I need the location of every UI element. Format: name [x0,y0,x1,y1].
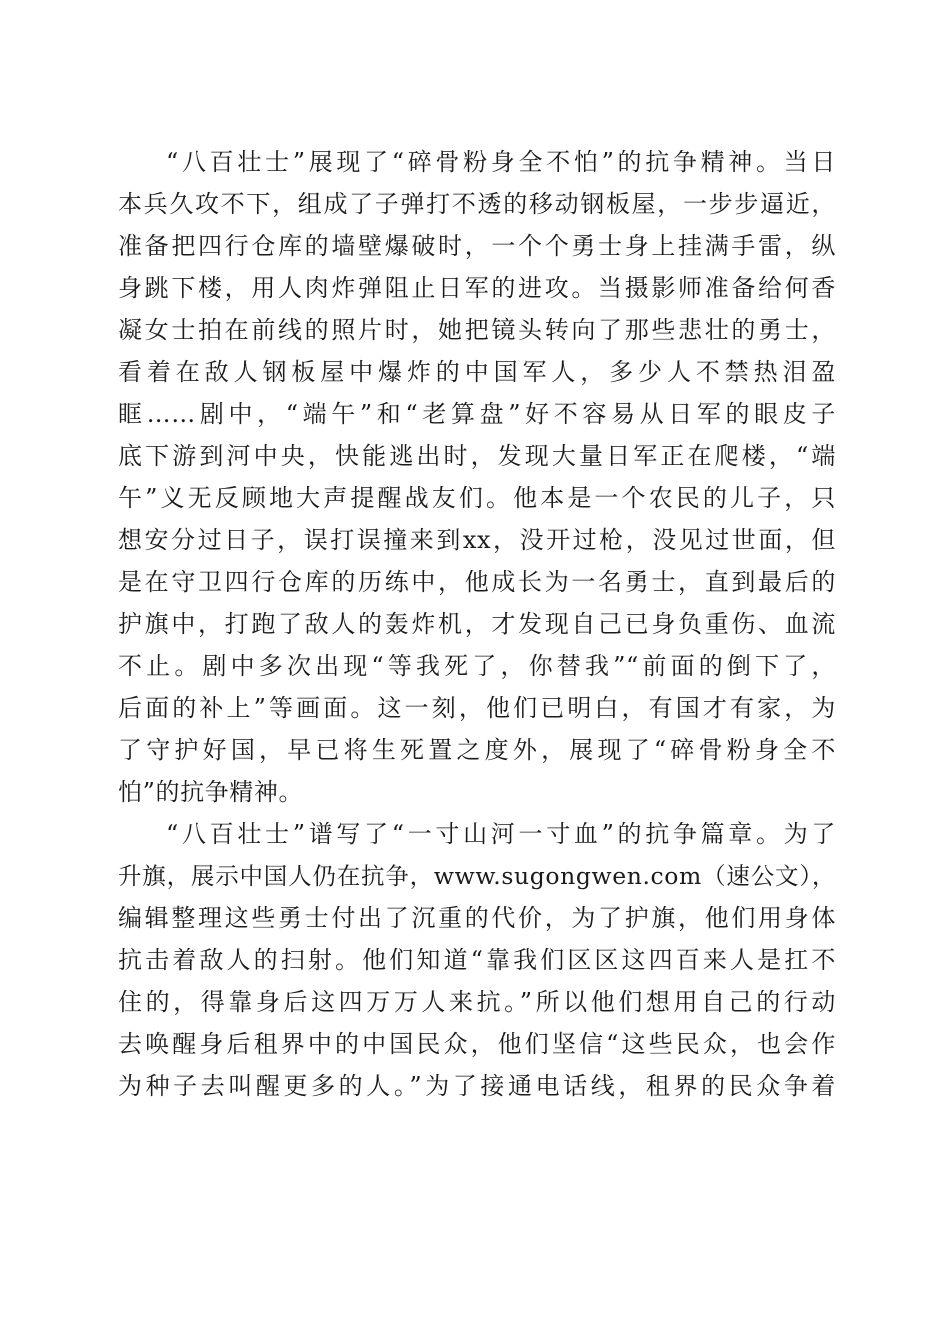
text-line: 升旗，展示中国人仍在抗争，www.sugongwen.com（速公文）， [118,862,836,890]
text-line: 了守护好国，早已将生死置之度外，展现了“碎骨粉身全不 [118,736,836,764]
text-line: 看着在敌人钢板屋中爆炸的中国军人，多少人不禁热泪盈 [118,358,836,386]
text-line: 午”义无反顾地大声提醒战友们。他本是一个农民的儿子，只 [118,484,836,512]
text-line: 怕”的抗争精神。 [118,778,304,806]
text-line: “八百壮士”展现了“碎骨粉身全不怕”的抗争精神。当日 [166,148,836,176]
text-line: 住的，得靠身后这四万万人来抗。”所以他们想用自己的行动 [118,988,836,1016]
text-line: 编辑整理这些勇士付出了沉重的代价，为了护旗，他们用身体 [118,904,836,932]
text-line: 凝女士拍在前线的照片时，她把镜头转向了那些悲壮的勇士， [118,316,836,344]
text-line: 底下游到河中央，快能逃出时，发现大量日军正在爬楼，“端 [118,442,836,470]
text-line: 护旗中，打跑了敌人的轰炸机，才发现自己已身负重伤、血流 [118,610,836,638]
text-line: 本兵久攻不下，组成了子弹打不透的移动钢板屋，一步步逼近， [118,190,836,218]
text-line: 准备把四行仓库的墙壁爆破时，一个个勇士身上挂满手雷，纵 [118,232,836,260]
text-line: 后面的补上”等画面。这一刻，他们已明白，有国才有家，为 [118,694,836,722]
text-line: 想安分过日子，误打误撞来到xx，没开过枪，没见过世面，但 [118,526,836,554]
paragraph-eight-hundred-heroes-spirit [118,141,836,813]
text-line: 身跳下楼，用人肉炸弹阻止日军的进攻。当摄影师准备给何香 [118,274,836,302]
text-line: 眶……剧中，“端午”和“老算盘”好不容易从日军的眼皮子 [118,400,836,428]
text-line: 去唤醒身后租界中的中国民众，他们坚信“这些民众，也会作 [118,1030,836,1058]
paragraph-eight-hundred-heroes-chapter [118,813,836,1107]
text-line: 抗击着敌人的扫射。他们知道“靠我们区区这四百来人是扛不 [118,946,836,974]
text-line: 是在守卫四行仓库的历练中，他成长为一名勇士，直到最后的 [118,568,836,596]
document-body [118,141,836,1107]
text-line: 为种子去叫醒更多的人。”为了接通电话线，租界的民众争着 [118,1072,836,1100]
text-line: “八百壮士”谱写了“一寸山河一寸血”的抗争篇章。为了 [166,820,836,848]
text-line: 不止。剧中多次出现“等我死了，你替我”“前面的倒下了， [118,652,836,680]
